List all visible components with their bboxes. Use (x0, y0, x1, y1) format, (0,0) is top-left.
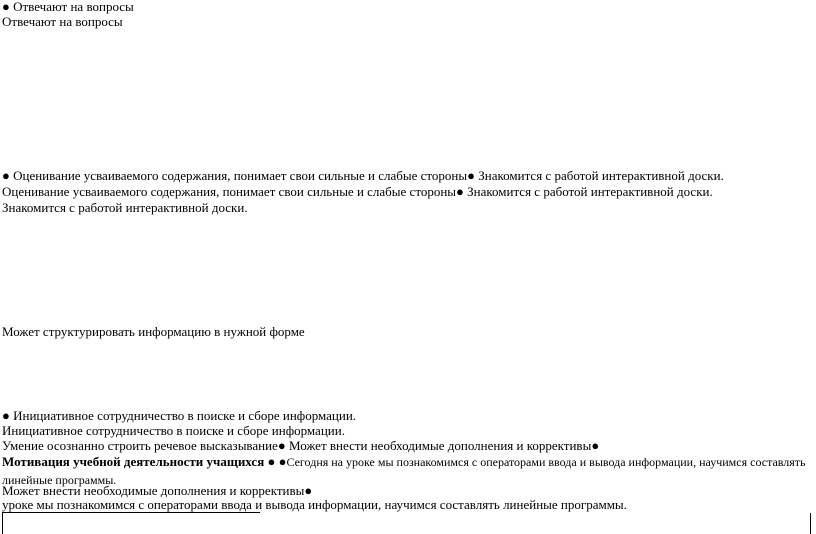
text-line-2: Отвечают на вопросы (2, 14, 123, 29)
bullet-icon: ● (2, 408, 10, 423)
text-line-6: Может структурировать информацию в нужной форме (2, 324, 305, 339)
bullet-icon: ● (591, 438, 600, 453)
text-line-10: Мотивация учебной деятельности учащихся ● ●Сегодня на уроке мы познакомимся с операторами ввода и вывода информации, научимся составлять линейные программы. (2, 454, 806, 487)
divider-line (2, 512, 260, 513)
bullet-icon: ● (278, 454, 287, 469)
text-line-5: Знакомится с работой интерактивной доски. (2, 200, 248, 215)
motivation-heading: Мотивация учебной деятельности учащихся (2, 454, 265, 469)
bullet-icon: ● (2, 0, 10, 14)
bullet-icon: ● (2, 168, 10, 183)
text-line-1: ● Отвечают на вопросы (2, 0, 134, 14)
text-line-9: Умение осознанно строить речевое высказывание● Может внести необходимые дополнения и коррективы● (2, 438, 600, 453)
bullet-icon: ● (467, 168, 475, 183)
bullet-icon: ● (267, 454, 276, 469)
table-border-left (2, 513, 3, 534)
text-line-11: Может внести необходимые дополнения и коррективы● (2, 483, 313, 498)
text-line-3: ● Оценивание усваиваемого содержания, понимает свои сильные и слабые стороны● Знакомится с работой интерактивной доски. (2, 168, 724, 183)
bullet-icon: ● (277, 438, 286, 453)
text-line-12: уроке мы познакомимся с операторами ввода и вывода информации, научимся составлять линейные программы. (2, 497, 627, 512)
table-border-right (810, 513, 811, 534)
text-line-7: ● Инициативное сотрудничество в поиске и сборе информации. (2, 408, 357, 423)
text-line-8: Инициативное сотрудничество в поиске и сборе информации. (2, 423, 345, 438)
text-line-4: Оценивание усваиваемого содержания, понимает свои сильные и слабые стороны● Знакомится с работой интерактивной доски. (2, 184, 713, 199)
bullet-icon: ● (456, 184, 464, 199)
bullet-icon: ● (304, 483, 313, 498)
